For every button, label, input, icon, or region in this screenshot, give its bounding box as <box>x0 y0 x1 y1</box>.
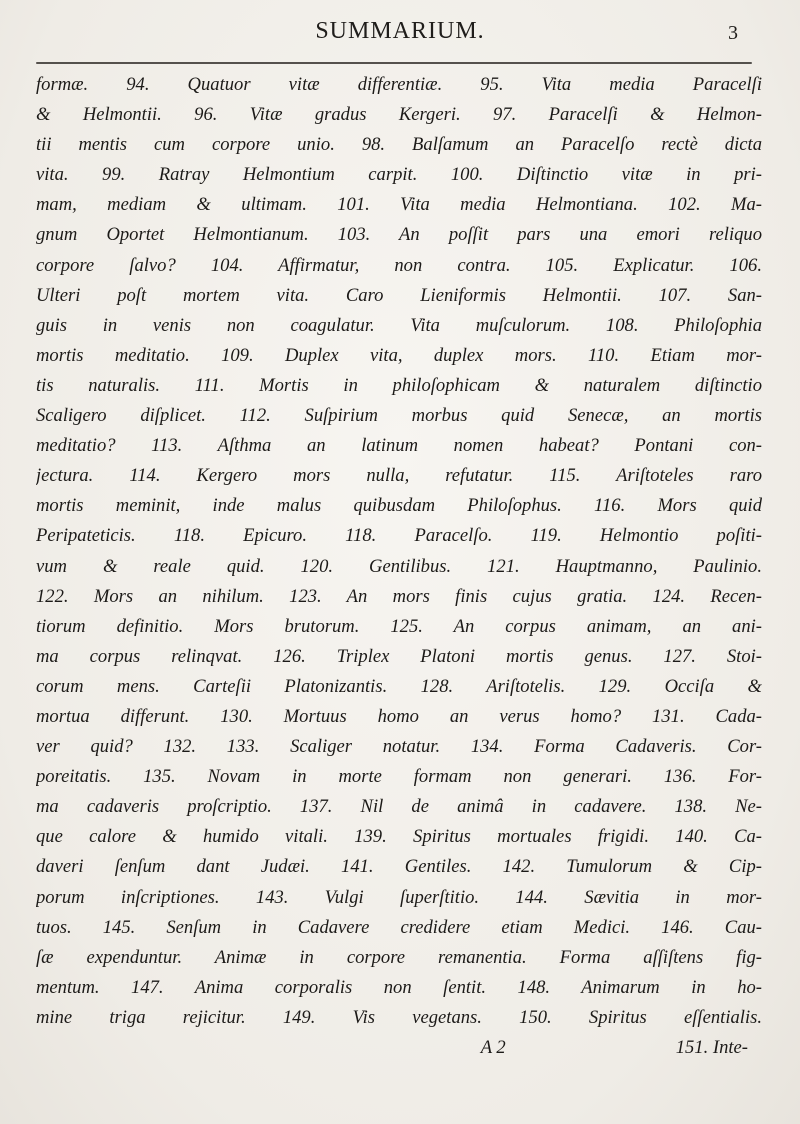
text-line: ma corpus relinqvat. 126. Triplex Platoni mortis genus. 127. Stoi- <box>36 645 762 667</box>
text-line: que calore & humido vitali. 139. Spiritus mortuales frigidi. 140. Ca- <box>36 826 762 848</box>
text-line: jectura. 114. Kergero mors nulla, refutatur. 115. Ariſtoteles raro <box>36 465 762 487</box>
text-line: vum & reale quid. 120. Gentilibus. 121. Hauptmanno, Paulinio. <box>36 555 762 577</box>
text-line: mentum. 147. Anima corporalis non ſentit. 148. Animarum in ho- <box>36 976 762 998</box>
catchword: 151. Inte- <box>675 1037 748 1058</box>
text-line: corum mens. Carteſii Platonizantis. 128. Ariſtotelis. 129. Occiſa & <box>36 675 762 697</box>
running-title: SUMMARIUM. <box>315 18 485 44</box>
signature-mark: A 2 <box>480 1037 506 1058</box>
header-rule <box>36 62 752 64</box>
footer-line <box>36 1033 762 1063</box>
text-line: ſæ expenduntur. Animæ in corpore remanentia. Forma aſſiſtens fig- <box>36 946 762 968</box>
text-line: tuos. 145. Senſum in Cadavere credidere etiam Medici. 146. Cau- <box>36 916 762 938</box>
text-line: 122. Mors an nihilum. 123. An mors finis cujus gratia. 124. Recen- <box>36 585 762 607</box>
text-line: vita. 99. Ratray Helmontium carpit. 100. Diſtinctio vitæ in pri- <box>36 164 762 186</box>
text-line: poreitatis. 135. Novam in morte formam non generari. 136. For- <box>36 766 762 788</box>
text-line: mam, mediam & ultimam. 101. Vita media Helmontiana. 102. Ma- <box>36 194 762 216</box>
text-line: Peripateticis. 118. Epicuro. 118. Paracelſo. 119. Helmontio poſiti- <box>36 525 762 547</box>
text-line: mortis meditatio. 109. Duplex vita, duplex mors. 110. Etiam mor- <box>36 344 762 366</box>
text-line: mortua differunt. 130. Mortuus homo an verus homo? 131. Cada- <box>36 705 762 727</box>
text-line: ver quid? 132. 133. Scaliger notatur. 134. Forma Cadaveris. Cor- <box>36 736 762 758</box>
text-line: gnum Oportet Helmontianum. 103. An poſſit pars una emori reliquo <box>36 224 762 246</box>
text-line: guis in venis non coagulatur. Vita muſculorum. 108. Philoſophia <box>36 314 762 336</box>
page-number: 3 <box>728 22 738 44</box>
summary-text <box>36 70 762 1063</box>
text-line: formæ. 94. Quatuor vitæ differentiæ. 95. Vita media Paracelſi <box>36 74 762 95</box>
text-line: porum inſcriptiones. 143. Vulgi ſuperſtitio. 144. Sævitia in mor- <box>36 886 762 908</box>
text-line: & Helmontii. 96. Vitæ gradus Kergeri. 97. Paracelſi & Helmon- <box>36 104 762 126</box>
text-line: tiorum definitio. Mors brutorum. 125. An corpus animam, an ani- <box>36 615 762 637</box>
text-line: tis naturalis. 111. Mortis in philoſophicam & naturalem diſtinctio <box>36 374 762 396</box>
text-line: tii mentis cum corpore unio. 98. Balſamum an Paracelſo rectè dicta <box>36 134 762 156</box>
page-header <box>0 14 800 54</box>
text-line: Scaligero diſplicet. 112. Suſpirium morbus quid Senecæ, an mortis <box>36 405 762 427</box>
text-line: mine triga rejicitur. 149. Vis vegetans. 150. Spiritus eſſentialis. <box>36 1006 762 1028</box>
text-line: corpore ſalvo? 104. Affirmatur, non contra. 105. Explicatur. 106. <box>36 254 762 276</box>
text-line: mortis meminit, inde malus quibusdam Philoſophus. 116. Mors quid <box>36 495 762 517</box>
text-line: Ulteri poſt mortem vita. Caro Lieniformis Helmontii. 107. San- <box>36 284 762 306</box>
text-line: daveri ſenſum dant Judæi. 141. Gentiles. 142. Tumulorum & Cip- <box>36 856 762 878</box>
text-line: meditatio? 113. Aſthma an latinum nomen habeat? Pontani con- <box>36 435 762 457</box>
text-line: ma cadaveris proſcriptio. 137. Nil de animâ in cadavere. 138. Ne- <box>36 796 762 818</box>
